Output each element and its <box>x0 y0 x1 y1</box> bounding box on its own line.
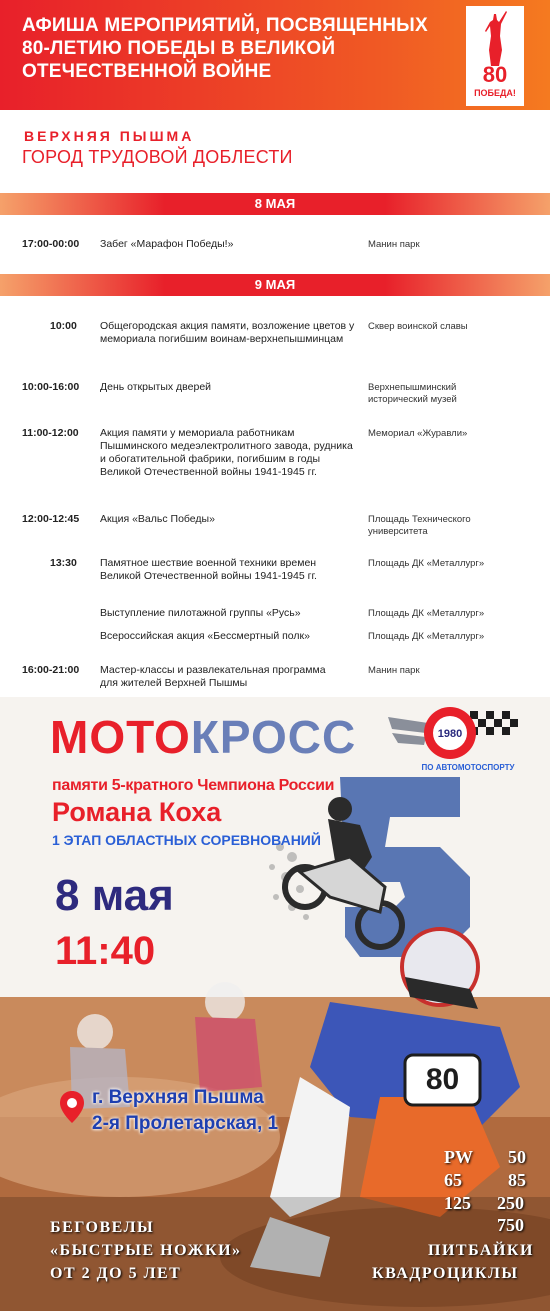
motorsport-school-logo <box>388 703 518 765</box>
poster-title-part1: МОТО <box>50 711 191 763</box>
address-street: 2-я Пролетарская, 1 <box>92 1113 279 1134</box>
event-place: Мемориал «Журавли» <box>368 428 468 439</box>
class-label: 125 <box>444 1193 471 1213</box>
event-place: Верхнепышминский исторический музей <box>368 382 457 405</box>
school-year: 1980 <box>437 728 463 740</box>
event-title: Общегородская акция памяти, возложение цветов у мемориала погибшим воинам-верхнепышминцам <box>100 320 355 345</box>
pitbikes-label: ПИТБАЙКИ <box>428 1242 534 1259</box>
event-time: 17:00-00:00 <box>22 238 80 250</box>
logo-number: 80 <box>482 62 508 87</box>
bike-number-plate: 80 <box>425 1063 460 1096</box>
school-label: ПО АВТОМОТОСПОРТУ <box>421 763 515 772</box>
event-title: Всероссийская акция «Бессмертный полк» <box>100 630 310 642</box>
event-place: Площадь Технического университета <box>368 514 471 537</box>
logo-word: ПОБЕДА! <box>474 88 516 98</box>
event-time: 12:00-12:45 <box>22 513 80 525</box>
event-start-time: 11:40 <box>55 929 156 973</box>
balance-bikes-subtitle: «БЫСТРЫЕ НОЖКИ» <box>50 1242 242 1259</box>
date-bar-may-8: 8 МАЯ <box>0 193 550 215</box>
event-title: Акция «Вальс Победы» <box>100 513 215 525</box>
victory-80-logo <box>466 6 524 106</box>
city-name: ВЕРХНЯЯ ПЫШМА <box>24 128 195 144</box>
champion-name: Романа Коха <box>52 797 222 827</box>
event-title: Памятное шествие военной техники времен Великой Отечественной войны 1941-1945 гг. <box>100 557 317 582</box>
class-label: 50 <box>508 1147 526 1167</box>
event-place: Манин парк <box>368 239 420 250</box>
quads-label: КВАДРОЦИКЛЫ <box>372 1265 519 1282</box>
location-pin-icon <box>60 1091 84 1123</box>
class-label: 85 <box>508 1170 526 1190</box>
motherland-statue-icon <box>480 10 510 68</box>
class-label: 750 <box>497 1215 524 1235</box>
page-title: АФИША МЕРОПРИЯТИЙ, ПОСВЯЩЕННЫХ 80-ЛЕТИЮ ПОБЕДЫ В ВЕЛИКОЙ ОТЕЧЕСТВЕННОЙ ВОЙНЕ <box>22 15 428 82</box>
header-banner <box>0 0 550 110</box>
balance-bikes-age: ОТ 2 ДО 5 ЛЕТ <box>50 1265 182 1282</box>
class-label: 250 <box>497 1193 524 1213</box>
event-place: Площадь ДК «Металлург» <box>368 608 485 619</box>
event-title: Мастер-классы и развлекательная программа для жителей Верхней Пышмы <box>100 664 326 689</box>
event-time: 10:00 <box>50 320 77 332</box>
date-bar-may-9: 9 МАЯ <box>0 274 550 296</box>
poster-title-part2: КРОСС <box>190 711 357 763</box>
poster-title <box>50 707 356 767</box>
motocross-poster <box>0 697 550 1311</box>
city-subtitle: ГОРОД ТРУДОВОЙ ДОБЛЕСТИ <box>22 147 293 167</box>
class-label: 65 <box>444 1170 462 1190</box>
event-place: Манин парк <box>368 665 420 676</box>
event-time: 11:00-12:00 <box>22 427 79 439</box>
event-title: Выступление пилотажной группы «Русь» <box>100 607 301 619</box>
event-title: Акция памяти у мемориала работникам Пышминского медеэлектролитного завода, рудника и обогатительной фабрики, погибшим в годы Великой Отечественной войны 1941-1945 гг. <box>100 427 353 478</box>
event-time: 16:00-21:00 <box>22 664 80 676</box>
event-place: Площадь ДК «Металлург» <box>368 631 485 642</box>
address-city: г. Верхняя Пышма <box>92 1087 264 1108</box>
competition-stage: 1 ЭТАП ОБЛАСТНЫХ СОРЕВНОВАНИЙ <box>52 832 321 848</box>
class-label: PW <box>444 1147 473 1167</box>
event-time: 13:30 <box>50 557 77 569</box>
poster-memory-line: памяти 5-кратного Чемпиона России <box>52 777 335 794</box>
event-place: Площадь ДК «Металлург» <box>368 558 485 569</box>
event-time: 10:00-16:00 <box>22 381 80 393</box>
event-title: День открытых дверей <box>100 381 212 393</box>
event-date: 8 мая <box>55 871 174 920</box>
balance-bikes-label: БЕГОВЕЛЫ <box>50 1219 155 1236</box>
event-place: Сквер воинской славы <box>368 321 468 332</box>
event-title: Забег «Марафон Победы!» <box>100 238 234 250</box>
